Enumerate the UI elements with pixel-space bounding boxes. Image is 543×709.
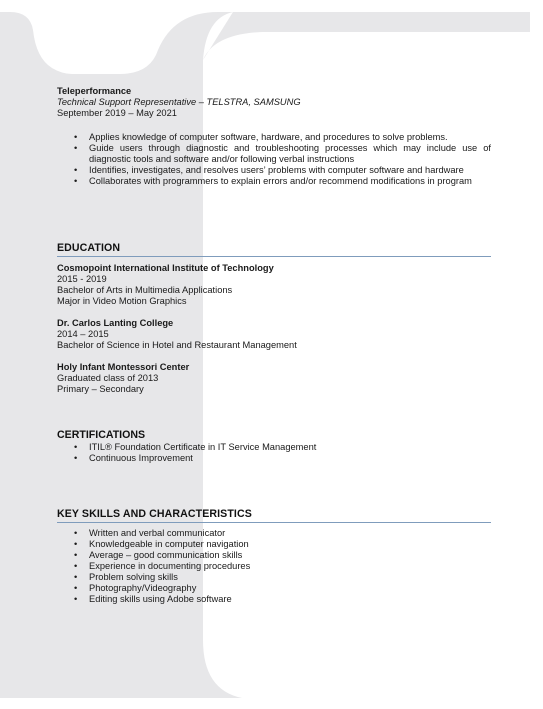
list-item: • ITIL® Foundation Certificate in IT Service Management bbox=[57, 442, 491, 453]
list-item: • Collaborates with programmers to explain errors and/or recommend modifications in program bbox=[57, 176, 491, 187]
list-item: • Guide users through diagnostic and troubleshooting processes which may include use of diagnostic tools and software and/or following verbal instructions bbox=[57, 143, 491, 165]
education-line: 2015 - 2019 bbox=[57, 274, 107, 284]
education-entry bbox=[57, 318, 491, 351]
experience-bullets bbox=[57, 132, 491, 187]
education-section bbox=[57, 243, 491, 395]
education-line: Primary – Secondary bbox=[57, 384, 144, 394]
certifications-list bbox=[57, 442, 491, 464]
education-line: Bachelor of Science in Hotel and Restaurant Management bbox=[57, 340, 297, 350]
education-entry bbox=[57, 362, 491, 395]
experience-section bbox=[57, 86, 491, 187]
education-line: Major in Video Motion Graphics bbox=[57, 296, 187, 306]
list-item: • Identifies, investigates, and resolves users’ problems with computer software and hardware bbox=[57, 165, 491, 176]
school-name: Cosmopoint International Institute of Technology bbox=[57, 263, 274, 273]
education-line: Graduated class of 2013 bbox=[57, 373, 159, 383]
list-item: • Average – good communication skills bbox=[57, 550, 491, 561]
section-heading-education: EDUCATION bbox=[57, 243, 491, 257]
list-item: • Knowledgeable in computer navigation bbox=[57, 539, 491, 550]
skills-list bbox=[57, 528, 491, 605]
list-item: • Continuous Improvement bbox=[57, 453, 491, 464]
list-item: • Photography/Videography bbox=[57, 583, 491, 594]
education-entry bbox=[57, 263, 491, 307]
education-line: Bachelor of Arts in Multimedia Applications bbox=[57, 285, 233, 295]
school-name: Dr. Carlos Lanting College bbox=[57, 318, 174, 328]
job-title: Technical Support Representative – TELSTRA, SAMSUNG bbox=[57, 97, 301, 107]
school-name: Holy Infant Montessori Center bbox=[57, 362, 190, 372]
certifications-section bbox=[57, 430, 491, 464]
top-right-band bbox=[233, 12, 530, 32]
skills-section bbox=[57, 509, 491, 605]
section-heading-skills: KEY SKILLS AND CHARACTERISTICS bbox=[57, 509, 491, 523]
company-name: Teleperformance bbox=[57, 86, 132, 96]
list-item: • Experience in documenting procedures bbox=[57, 561, 491, 572]
list-item: • Applies knowledge of computer software, hardware, and procedures to solve problems. bbox=[57, 132, 491, 143]
list-item: • Problem solving skills bbox=[57, 572, 491, 583]
list-item: • Written and verbal communicator bbox=[57, 528, 491, 539]
job-dates: September 2019 – May 2021 bbox=[57, 108, 177, 118]
section-heading-certifications: CERTIFICATIONS bbox=[57, 429, 146, 441]
list-item: • Editing skills using Adobe software bbox=[57, 594, 491, 605]
education-line: 2014 – 2015 bbox=[57, 329, 109, 339]
